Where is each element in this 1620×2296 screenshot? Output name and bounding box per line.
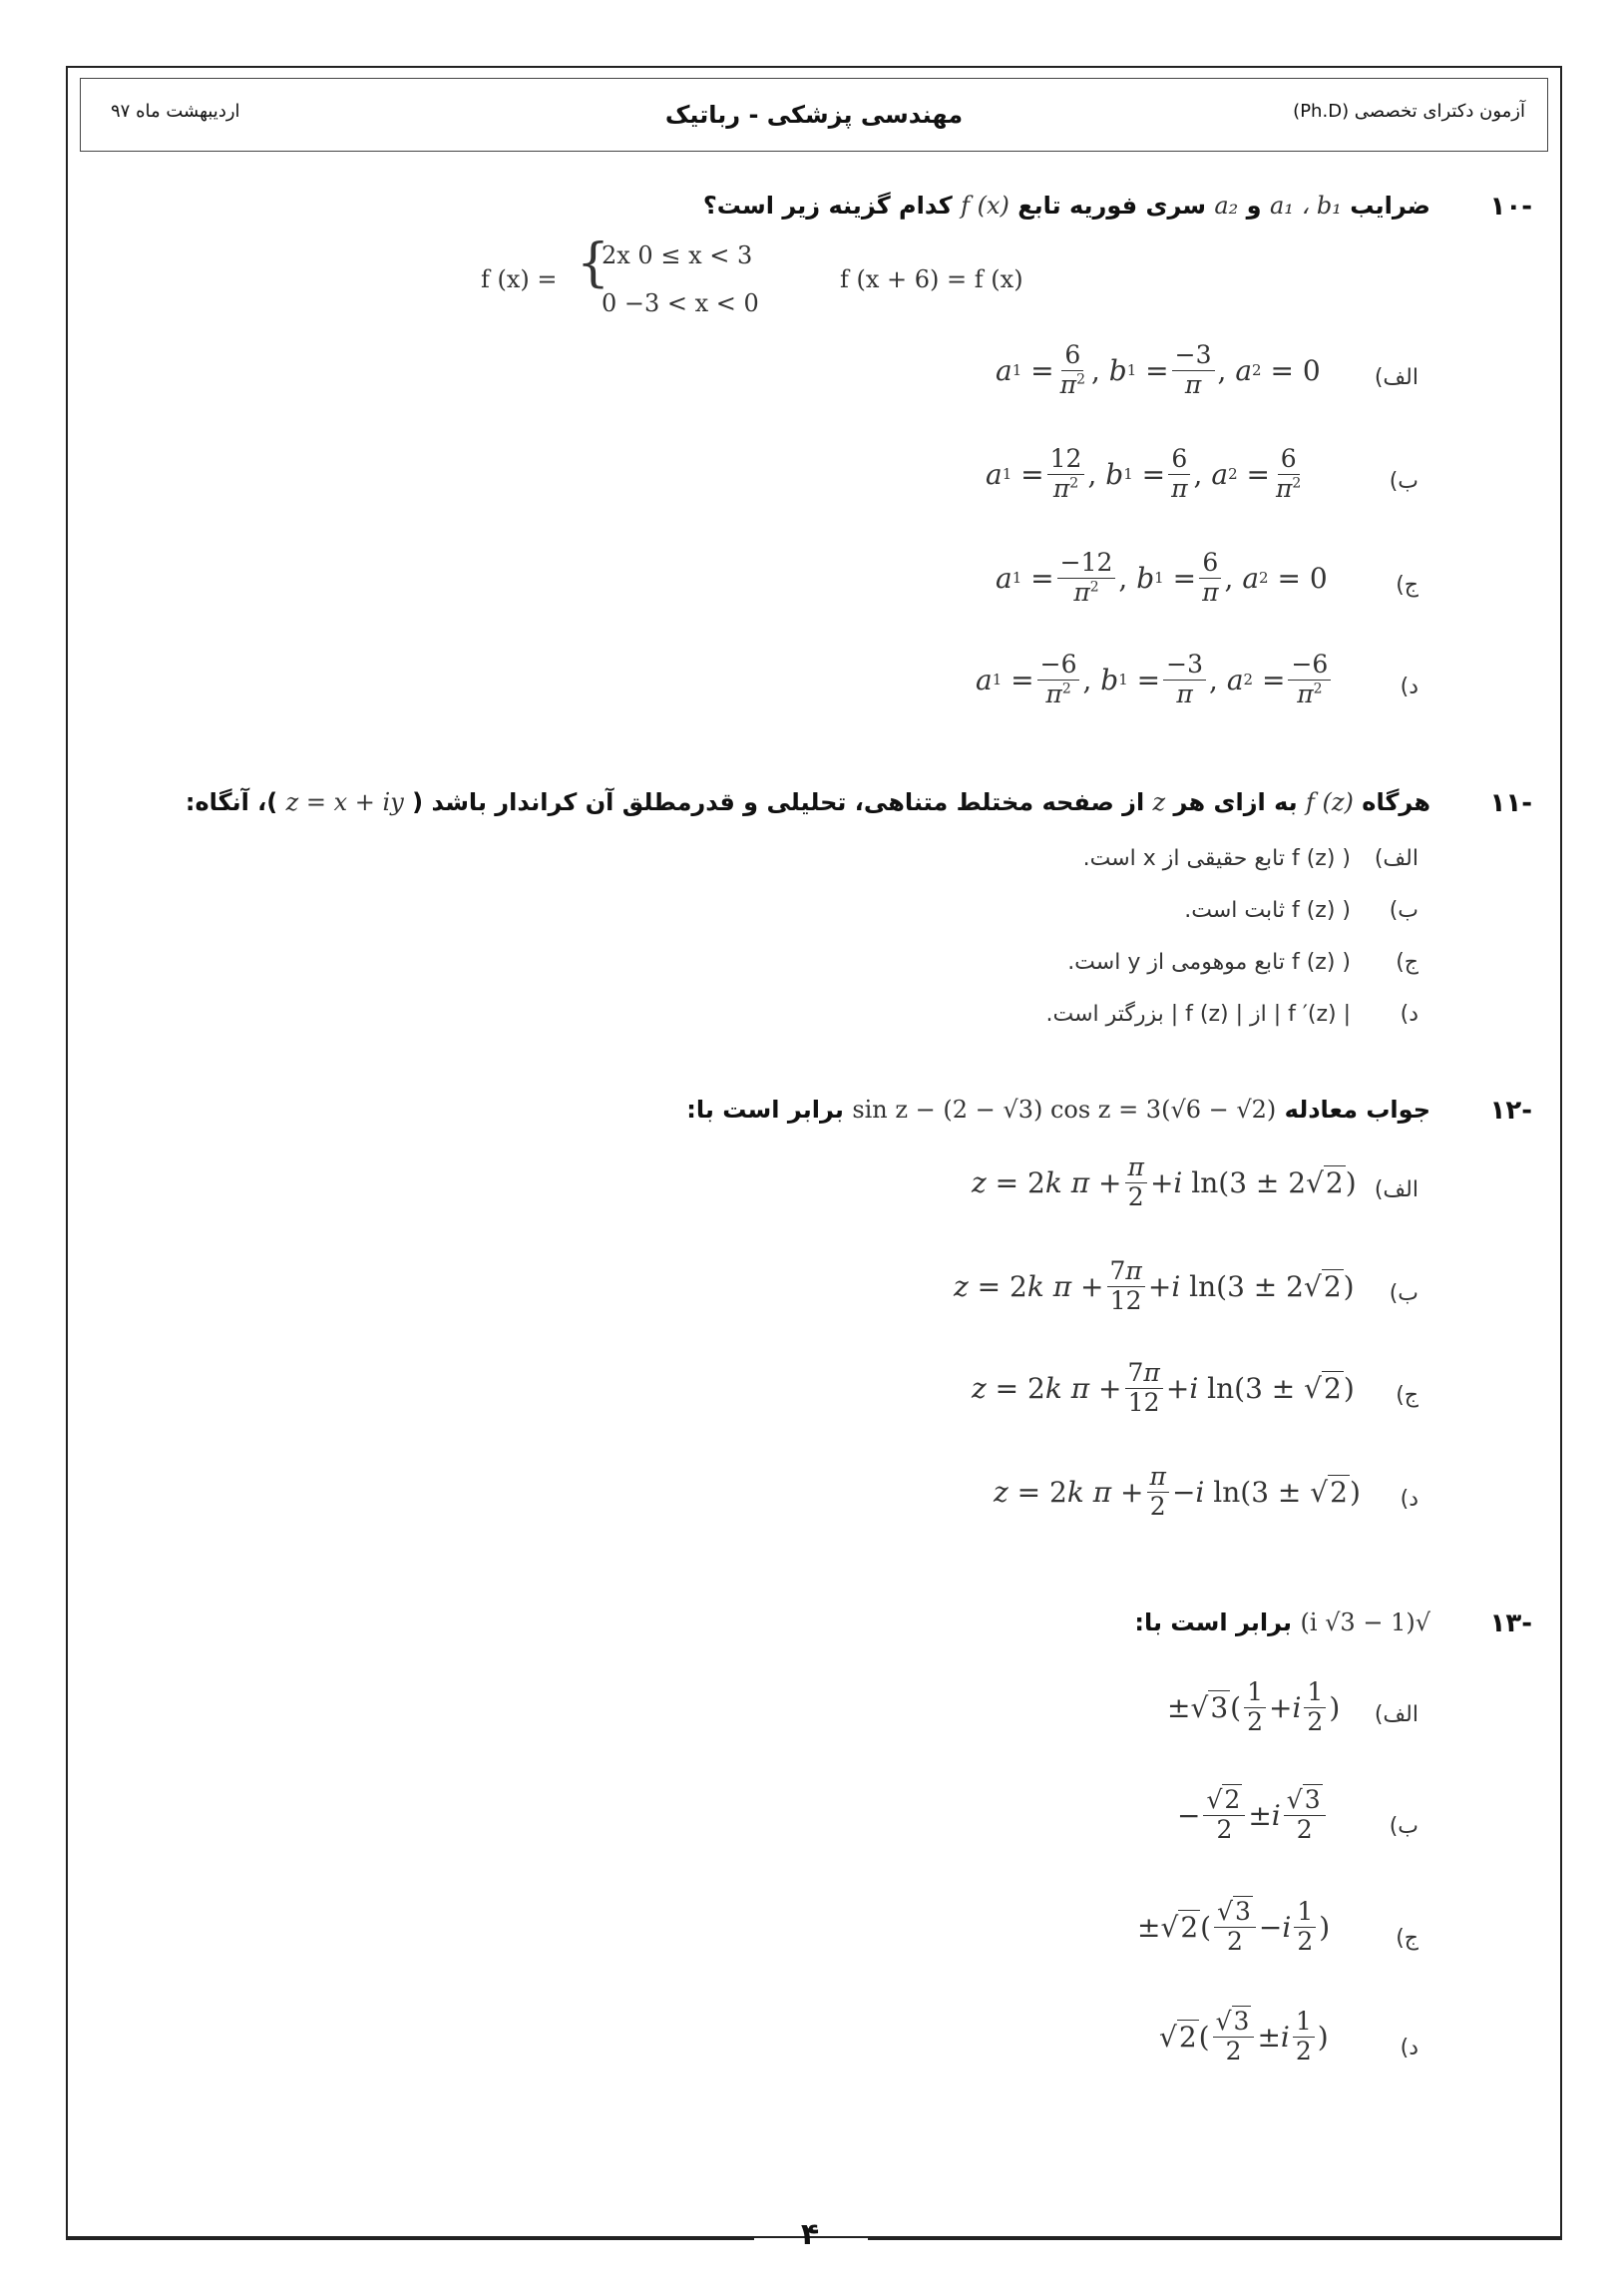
piecewise-brace: { xyxy=(577,233,610,293)
q12-option-b[interactable]: z = 2 k π + $\frac{7\pi}{12}$ + i ln(3 ± 2√ 2 ) xyxy=(954,1256,1355,1315)
q11-option-d-label: د) xyxy=(1400,1002,1418,1027)
q11-option-a[interactable]: ( f (z) تابع حقیقی از x است. xyxy=(1082,846,1351,871)
q13-option-a[interactable]: ±√ 3 ( $\frac{1}{2}$ + i $\frac{1}{2}$ ) xyxy=(1167,1677,1341,1736)
q10-option-a[interactable]: a 1 = $\frac{6}{\pi^2}$ , b 1 = $\frac{-3}{\pi}$ , a 2 = 0 xyxy=(996,340,1321,399)
page-header xyxy=(80,78,1548,152)
q10-option-d-label: د) xyxy=(1400,675,1418,699)
q13-option-b-label: ب) xyxy=(1389,1814,1418,1839)
q13-option-d[interactable]: √ 2 ( $\frac{√3}{2}$ ± i $\frac{1}{2}$ ) xyxy=(1159,2007,1329,2066)
piecewise-row-2: 0 −3 < x < 0 xyxy=(602,289,759,317)
q10-option-b[interactable]: a 1 = $\frac{12}{\pi^2}$ , b 1 = $\frac{6}{\pi}$ , a 2 = $\frac{6}{\pi^2}$ xyxy=(986,444,1302,503)
subject-title: مهندسی پزشکی - رباتیک xyxy=(664,101,964,129)
question-13-text: √(1 − i √3) برابر است با: xyxy=(1134,1608,1430,1636)
q10-option-c[interactable]: a 1 = $\frac{-12}{\pi^2}$ , b 1 = $\frac{6}{\pi}$ , a 2 = 0 xyxy=(996,548,1328,607)
question-10-number: -۱۰ xyxy=(1489,192,1532,222)
q11-option-b-label: ب) xyxy=(1389,898,1418,923)
q10-option-b-label: ب) xyxy=(1389,469,1418,494)
q11-option-b[interactable]: ( f (z) ثابت است. xyxy=(1184,898,1351,923)
q13-option-c[interactable]: ±√ 2 ( $\frac{√3}{2}$ − i $\frac{1}{2}$ ) xyxy=(1137,1897,1331,1956)
q12-option-d[interactable]: z = 2 k π + $\frac{\pi}{2}$ − i ln(3 ± √ 2 ) xyxy=(994,1462,1361,1521)
page-number: ۴ xyxy=(800,2217,820,2252)
question-12-number: -۱۲ xyxy=(1489,1096,1532,1126)
q10-option-d[interactable]: a 1 = $\frac{-6}{\pi^2}$ , b 1 = $\frac{-3}{\pi}$ , a 2 = $\frac{-6}{\pi^2}$ xyxy=(976,651,1334,709)
question-11-number: -۱۱ xyxy=(1489,788,1532,818)
piecewise-lhs: f (x) = xyxy=(481,265,558,293)
q13-option-c-label: ج) xyxy=(1396,1926,1418,1951)
q11-option-c[interactable]: ( f (z) تابع موهومی از y است. xyxy=(1067,950,1351,975)
question-10-text: ضرایب a₁ ، b₁ و a₂ سری فوریه تابع f (x) کدام گزینه زیر است؟ xyxy=(702,192,1430,220)
q12-option-c-label: ج) xyxy=(1396,1383,1418,1408)
page-frame xyxy=(66,66,1562,2238)
q13-option-b[interactable]: − $\frac{√2}{2}$ ± i $\frac{√3}{2}$ xyxy=(1177,1786,1329,1845)
q11-option-c-label: ج) xyxy=(1396,950,1418,975)
periodicity-condition: f (x + 6) = f (x) xyxy=(840,265,1023,293)
q11-option-d[interactable]: | f ′(z) | از | f (z) | بزرگتر است. xyxy=(1045,1002,1351,1027)
piecewise-row-1: 2x 0 ≤ x < 3 xyxy=(602,241,753,269)
q10-option-a-label: الف) xyxy=(1374,365,1418,390)
q12-option-d-label: د) xyxy=(1400,1487,1418,1512)
question-11-text: هرگاه f (z) به ازای هر z از صفحه مختلط متناهی، تحلیلی و قدرمطلق آن کراندار باشد ( z = x + iy )، آنگاه: xyxy=(185,788,1430,816)
exam-title: آزمون دکترای تخصصی (Ph.D) xyxy=(1293,101,1525,122)
q10-option-c-label: ج) xyxy=(1396,573,1418,598)
question-13-number: -۱۳ xyxy=(1489,1608,1532,1638)
exam-date: اردیبهشت ماه ۹۷ xyxy=(111,101,240,122)
q12-option-a[interactable]: z = 2 k π + $\frac{\pi}{2}$ + i ln(3 ± 2√ 2 ) xyxy=(972,1152,1357,1211)
q13-option-a-label: الف) xyxy=(1374,1702,1418,1727)
q12-option-a-label: الف) xyxy=(1374,1177,1418,1202)
q12-option-b-label: ب) xyxy=(1389,1281,1418,1306)
question-12-text: جواب معادله sin z − (2 − √3) cos z = 3(√6 − √2) برابر است با: xyxy=(686,1096,1430,1124)
q11-option-a-label: الف) xyxy=(1374,846,1418,871)
q13-option-d-label: د) xyxy=(1400,2036,1418,2061)
q12-option-c[interactable]: z = 2 k π + $\frac{7\pi}{12}$ + i ln(3 ± √ 2 ) xyxy=(972,1358,1355,1417)
